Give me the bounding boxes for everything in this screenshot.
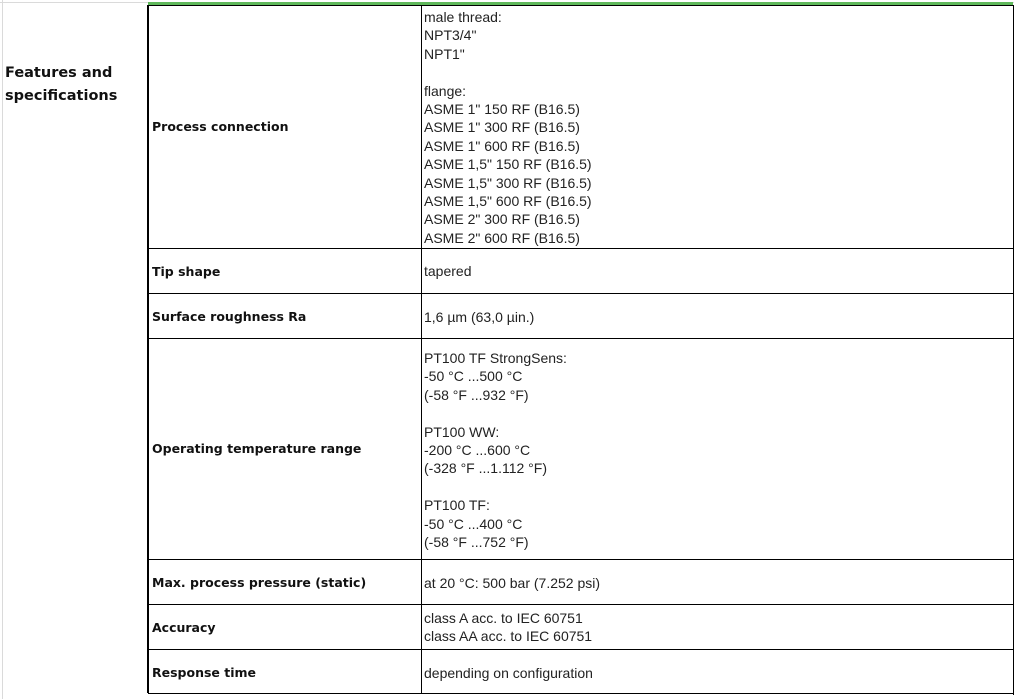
value-cell[interactable] — [421, 5, 1013, 248]
row-value: at 20 °C: 500 bar (7.252 psi) — [424, 575, 601, 591]
label-cell[interactable] — [148, 248, 422, 293]
value-cell[interactable] — [421, 338, 1013, 559]
row-value: PT100 TF StrongSens: -50 °C ...500 °C (-58 °F ...932 °F) PT100 WW: -200 °C ...600 °C (-328 °F ...1.112 °F) PT100 TF: -50 °C ...400 °C (-58 °F ...752 °F) — [424, 350, 567, 551]
label-cell[interactable] — [148, 604, 422, 649]
label-cell[interactable] — [148, 338, 422, 559]
value-cell[interactable] — [421, 604, 1013, 649]
section-title: Features and specifications — [5, 65, 118, 104]
section-header-cell[interactable] — [0, 5, 148, 693]
value-cell[interactable] — [421, 293, 1013, 338]
row-value: 1,6 µm (63,0 µin.) — [424, 309, 535, 325]
row-value: tapered — [424, 263, 472, 279]
row-label: Max. process pressure (static) — [152, 575, 367, 590]
label-cell[interactable] — [148, 293, 422, 338]
row-label: Tip shape — [152, 264, 221, 279]
value-cell[interactable] — [421, 248, 1013, 293]
label-cell[interactable] — [148, 559, 422, 604]
label-cell[interactable] — [148, 649, 422, 693]
row-value: depending on configuration — [424, 665, 593, 681]
row-label: Process connection — [152, 119, 289, 134]
row-label: Accuracy — [152, 620, 216, 635]
value-cell[interactable] — [421, 649, 1013, 693]
row-label: Response time — [152, 665, 257, 680]
row-label: Operating temperature range — [152, 441, 362, 456]
table-border — [148, 693, 1014, 694]
row-value: male thread: NPT3/4" NPT1" flange: ASME 1" 150 RF (B16.5) ASME 1" 300 RF (B16.5) ASME 1" 600 RF (B16.5) ASME 1,5" 150 RF (B16.5) ASME 1,5" 300 RF (B16.5) ASME 1,5" 600 RF (B16.5) ASME 2" 300 RF (B16.5) ASME 2" 600 RF (B16.5) — [424, 9, 592, 246]
row-value: class A acc. to IEC 60751 class AA acc. to IEC 60751 — [424, 610, 593, 645]
label-cell[interactable] — [148, 5, 422, 248]
value-cell[interactable] — [421, 559, 1013, 604]
row-label: Surface roughness Ra — [152, 309, 307, 324]
